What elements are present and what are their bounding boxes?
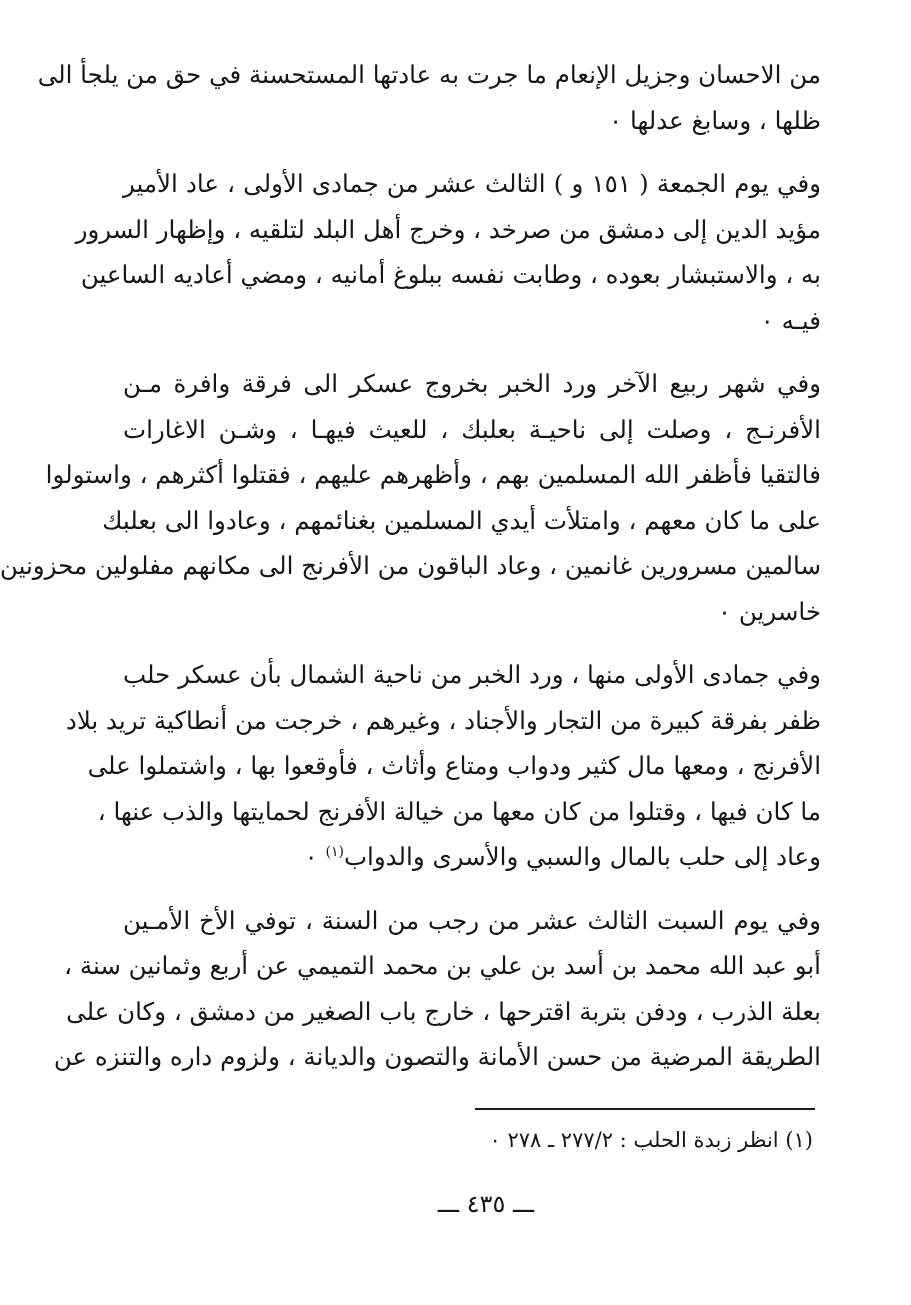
text-line: فالتقيا فأظفر الله المسلمين بهم ، وأظهرهم عليهم ، فقتلوا أكثرهم ، واستولوا [45,460,821,489]
text-line: ظلها ، وسابغ عدلها ٠ [609,105,821,135]
footnote-reference: (١) [325,844,344,860]
text-line: وفي يوم السبت الثالث عشر من رجب من السنة ، توفي الأخ الأمـين [123,905,821,935]
text-line: وفي يوم الجمعة ( ١٥١ و ) الثالث عشر من جمادى الأولى ، عاد الأمير [123,169,821,198]
paragraph-4 [65,652,821,880]
text-line: على ما كان معهم ، وامتلأت أيدي المسلمين بغنائمهم ، وعادوا الى بعلبك [102,505,821,535]
main-text [0,52,821,1098]
text-line: مؤيد الدين إلى دمشق من صرخد ، وخرج أهل البلد لتلقيه ، وإظهار السرور [75,214,821,244]
text-line: الأفرنـج ، وصلت إلى ناحيـة بعلبك ، للعيث فيهـا ، وشـن الاغارات [123,414,821,444]
text-line [123,834,821,880]
text-line: ظفر بفرقة كبيرة من التجار والأجناد ، وغيرهم ، خرجت من أنطاكية تريد بلاد [65,705,821,735]
paragraph-5 [53,898,821,1080]
text-line: من الاحسان وجزيل الإنعام ما جرت به عادتها المستحسنة في حق من يلجأ الى [37,60,821,89]
text-line: به ، والاستبشار بعوده ، وطابت نفسه ببلوغ أمانيه ، ومضي أعاديه الساعين [80,260,821,289]
paragraph-1 [37,52,821,143]
text-line: بعلة الذرب ، ودفن بتربة اقترحها ، خارج باب الصغير من دمشق ، وكان على [66,996,821,1026]
text-line: فيـه ٠ [760,305,821,335]
text-line: خاسرين ٠ [717,596,821,626]
footnote-separator [475,1108,815,1110]
end-mark: ٠ [304,842,326,871]
text-line: الطريقة المرضية من حسن الأمانة والتصون والديانة ، ولزوم داره والتنزه عن [53,1042,821,1071]
text-line-content: وعاد إلى حلب بالمال والسبي والأسرى والدواب [343,842,821,871]
text-line: ما كان فيها ، وقتلوا من كان معها من خيالة الأفرنج لحمايتها والذب عنها ، [97,796,821,826]
paragraph-3 [0,361,821,634]
text-line: أبو عبد الله محمد بن أسد بن علي بن محمد التميمي عن أربع وثمانين سنة ، [64,951,821,980]
text-line: الأفرنج ، ومعها مال كثير ودواب ومتاع وأثاث ، فأوقعوا بها ، واشتملوا على [87,751,821,780]
text-line: سالمين مسرورين غانمين ، وعاد الباقون من الأفرنج الى مكانهم مفلولين محزونين [0,551,821,580]
text-line: وفي جمادى الأولى منها ، ورد الخبر من ناحية الشمال بأن عسكر حلب [123,660,821,689]
page-number: ـــ ٤٣٥ ـــ [437,1190,535,1218]
text-line: وفي شهر ربيع الآخر ورد الخبر بخروج عسكر الى فرقة وافرة مـن [123,369,821,398]
footnote: (١) انظر زبدة الحلب : ٢٧٧/٢ ـ ٢٧٨ ٠ [489,1128,813,1152]
paragraph-2 [75,161,821,343]
